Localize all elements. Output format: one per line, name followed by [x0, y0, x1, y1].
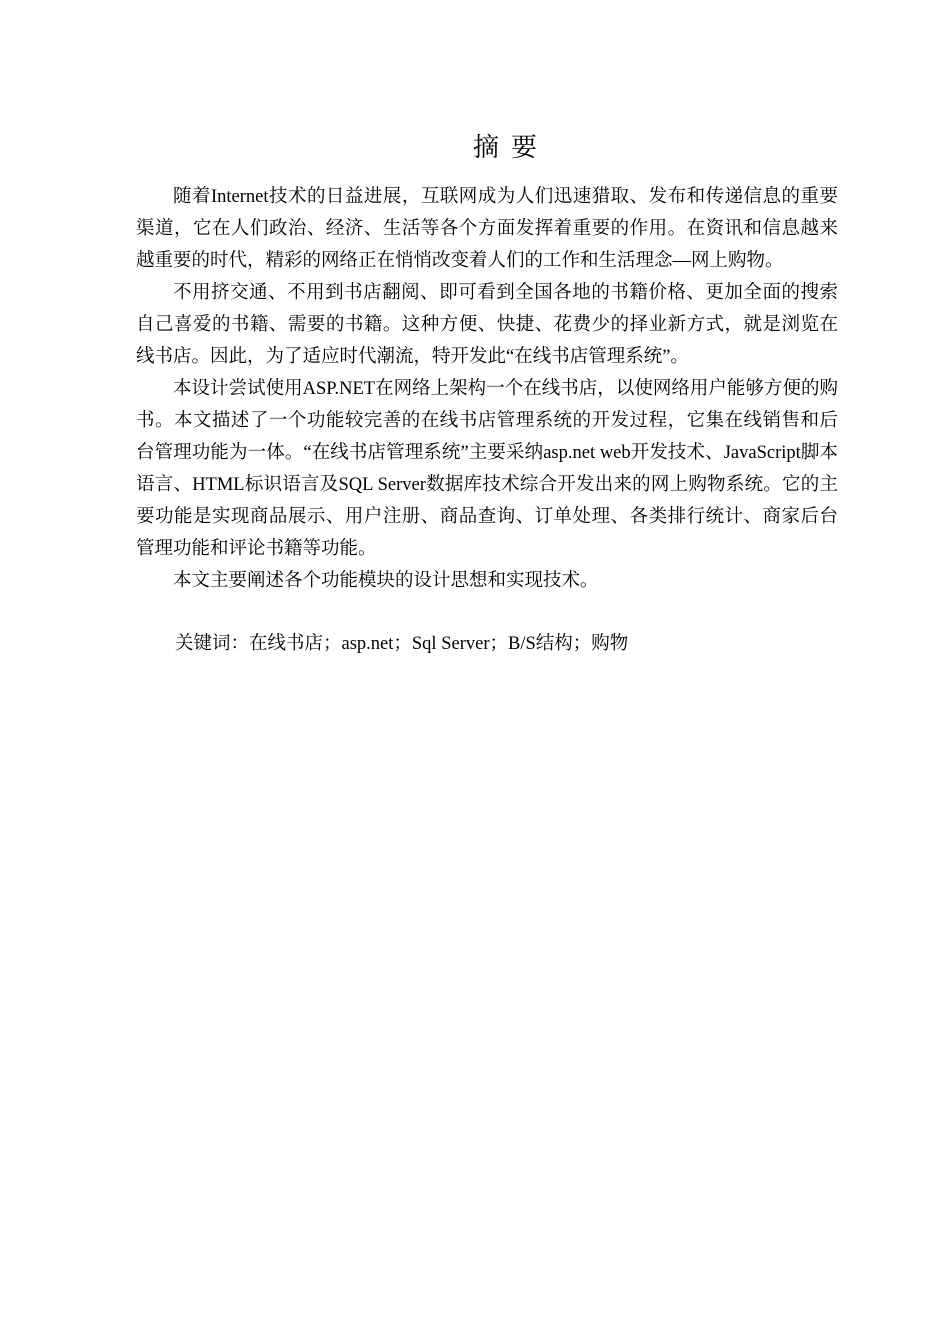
- keywords-line: 关键词：在线书店；asp.net；Sql Server；B/S结构；购物: [175, 634, 629, 654]
- abstract-body: [136, 181, 838, 597]
- abstract-paragraph-2: 不用挤交通、不用到书店翻阅、即可看到全国各地的书籍价格、更加全面的搜索自己喜爱的书籍、需要的书籍。这种方便、快捷、花费少的择业新方式，就是浏览在线书店。因此，为了适应时代潮流，特开发此“在线书店管理系统”。: [136, 283, 838, 367]
- abstract-paragraph-4: 本文主要阐述各个功能模块的设计思想和实现技术。: [173, 571, 599, 591]
- abstract-paragraph-3: 本设计尝试使用ASP.NET在网络上架构一个在线书店，以使网络用户能够方便的购书。本文描述了一个功能较完善的在线书店管理系统的开发过程，它集在线销售和后台管理功能为一体。“在线书店管理系统”主要采纳asp.net web开发技术、JavaScript脚本语言、HTML标识语言及SQL Server数据库技术综合开发出来的网上购物系统。它的主要功能是实现商品展示、用户注册、商品查询、订单处理、各类排行统计、商家后台管理功能和评论书籍等功能。: [136, 379, 838, 559]
- abstract-paragraph-1: 随着Internet技术的日益进展，互联网成为人们迅速猎取、发布和传递信息的重要渠道，它在人们政治、经济、生活等各个方面发挥着重要的作用。在资讯和信息越来越重要的时代，精彩的网络正在悄悄改变着人们的工作和生活理念—网上购物。: [136, 187, 838, 271]
- abstract-title: 摘要: [472, 133, 549, 163]
